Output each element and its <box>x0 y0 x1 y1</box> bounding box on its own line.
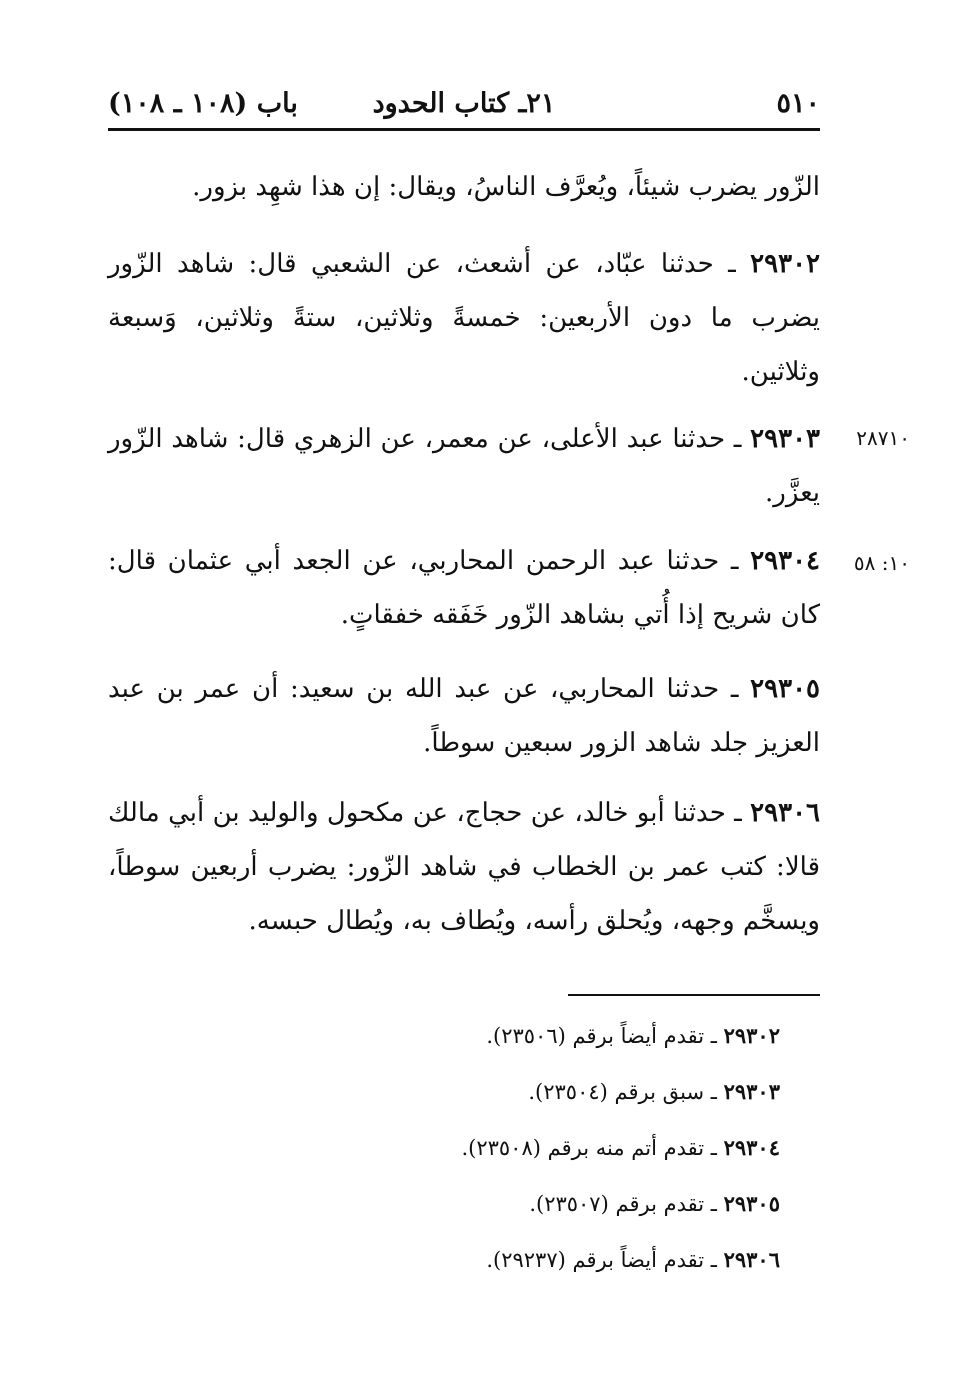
continuation-text: الزّور يضرب شيئاً، ويُعرَّف الناسُ، ويقال: إن هذا شهِد بزور. <box>192 172 820 202</box>
page-number: ٥١٠ <box>776 88 820 119</box>
footnote-text: ـ سبق برقم (٢٣٥٠٤). <box>528 1080 717 1104</box>
chapter-range: باب (١٠٨ ـ ١٠٨) <box>108 88 298 119</box>
hadith-text: ـ حدثنا أبو خالد، عن حجاج، عن مكحول والوليد بن أبي مالك قالا: كتب عمر بن الخطاب في شاهد الزّور: يضرب أربعين سوطاً، ويسخَّم وجهه، ويُحلق رأسه، ويُطاف به، ويُطال حبسه. <box>108 798 820 936</box>
footnote-item <box>360 1128 780 1184</box>
hadith-number: ٢٩٣٠٤ <box>750 546 821 576</box>
hadith-paragraph <box>108 412 820 520</box>
hadith-number: ٢٩٣٠٣ <box>750 424 820 454</box>
hadith-text: ـ حدثنا المحاربي، عن عبد الله بن سعيد: أن عمر بن عبد العزيز جلد شاهد الزور سبعين سوطاً. <box>108 674 820 758</box>
header-divider <box>108 128 820 131</box>
footnote-text: ـ تقدم أيضاً برقم (٢٩٢٣٧). <box>486 1248 717 1272</box>
footnote-divider <box>568 994 820 996</box>
book-title: ٢١ـ كتاب الحدود <box>372 88 556 119</box>
footnote-item <box>360 1072 780 1128</box>
footnote-text: ـ تقدم أيضاً برقم (٢٣٥٠٦). <box>486 1024 717 1048</box>
footnote-text: ـ تقدم أتم منه برقم (٢٣٥٠٨). <box>461 1136 717 1160</box>
hadith-text: ـ حدثنا عبد الأعلى، عن معمر، عن الزهري قال: شاهد الزّور يعزَّر. <box>108 424 820 508</box>
hadith-paragraph <box>108 534 820 642</box>
footnote-number: ٢٩٣٠٤ <box>723 1135 780 1160</box>
footnote-item <box>360 1184 780 1240</box>
continuation-paragraph <box>108 160 820 214</box>
hadith-paragraph <box>108 662 820 770</box>
margin-reference: ١٠: ٥٨ <box>853 551 910 575</box>
hadith-number: ٢٩٣٠٦ <box>750 798 820 828</box>
hadith-paragraph <box>108 786 820 948</box>
margin-reference: ٢٨٧١٠ <box>856 426 910 450</box>
footnote-item <box>360 1016 780 1072</box>
footnote-item <box>360 1240 780 1296</box>
footnotes <box>360 1016 780 1296</box>
hadith-text: ـ حدثنا عبّاد، عن أشعث، عن الشعبي قال: شاهد الزّور يضرب ما دون الأربعين: خمسةً وثلاثين، ستةً وثلاثين، وَسبعة وثلاثين. <box>108 249 820 387</box>
hadith-paragraph <box>108 237 820 399</box>
page-header <box>108 88 820 128</box>
hadith-number: ٢٩٣٠٥ <box>750 674 820 704</box>
footnote-number: ٢٩٣٠٢ <box>723 1023 780 1048</box>
footnote-text: ـ تقدم برقم (٢٣٥٠٧). <box>529 1192 717 1216</box>
hadith-text: ـ حدثنا عبد الرحمن المحاربي، عن الجعد أبي عثمان قال: كان شريح إذا أُتي بشاهد الزّور خَفَقه خفقاتٍ. <box>108 546 820 630</box>
footnote-number: ٢٩٣٠٣ <box>723 1079 780 1104</box>
hadith-number: ٢٩٣٠٢ <box>750 249 820 279</box>
footnote-number: ٢٩٣٠٥ <box>723 1191 780 1216</box>
footnote-number: ٢٩٣٠٦ <box>723 1247 780 1272</box>
